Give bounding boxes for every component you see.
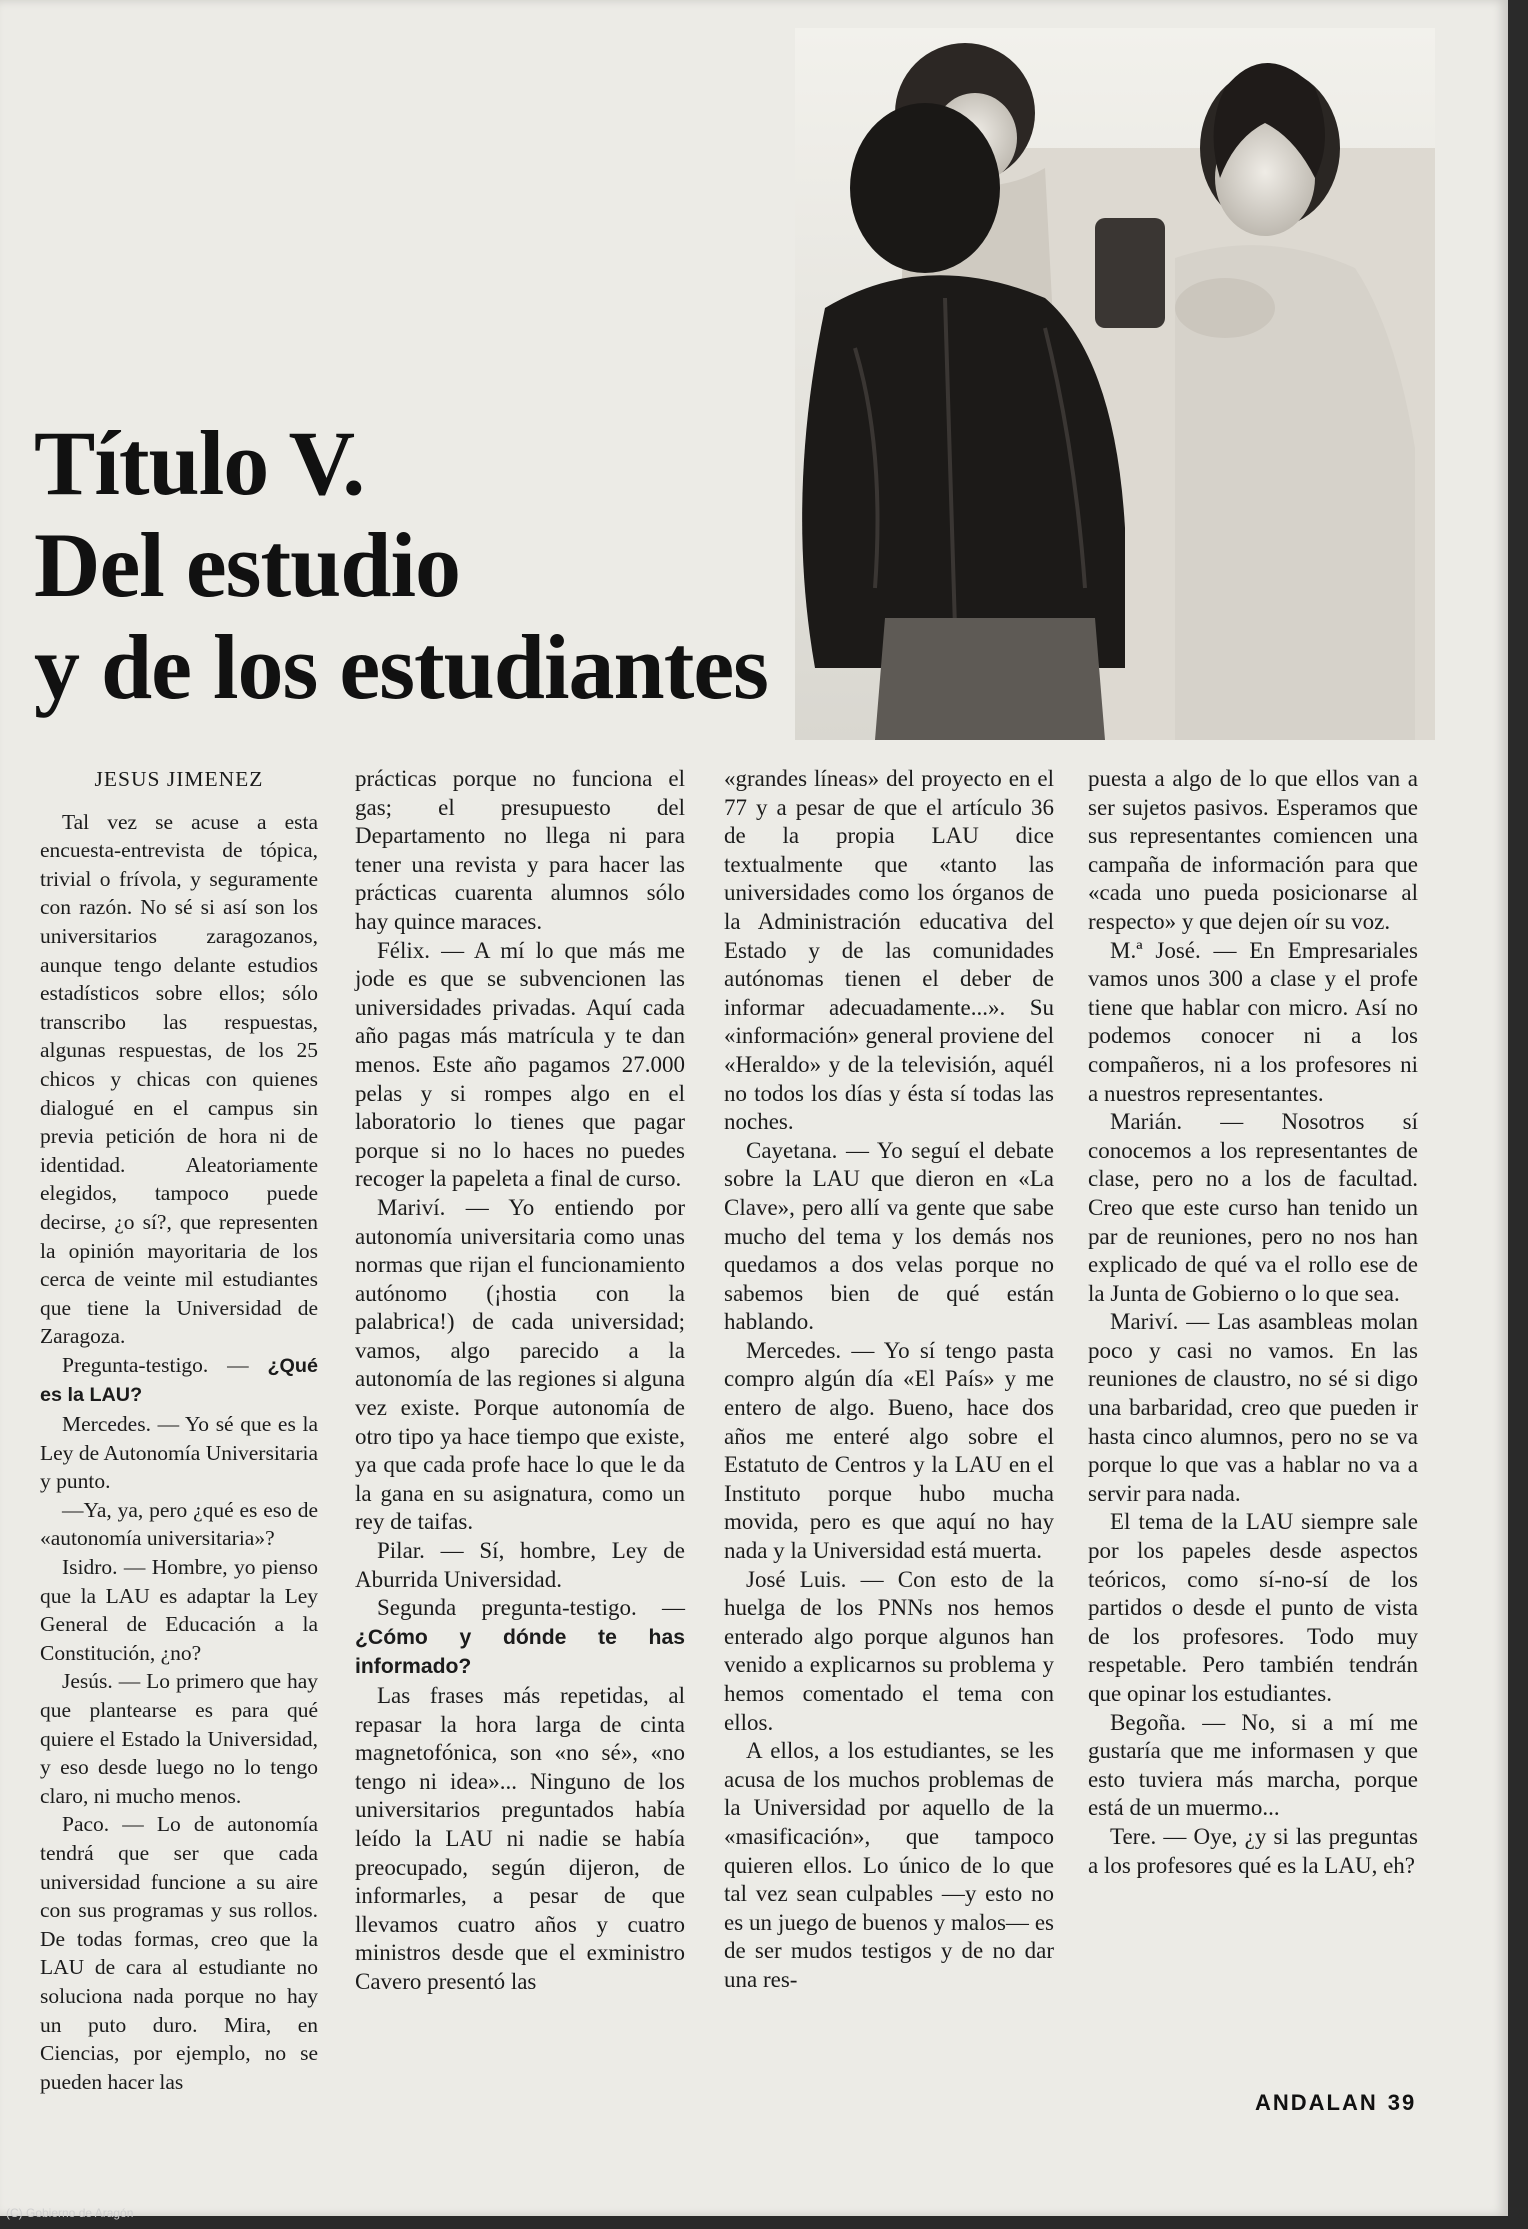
title-line-2: Del estudio bbox=[34, 514, 460, 616]
paragraph: Mercedes. — Yo sí tengo pasta compro algún día «El País» y me entero de algo. Bueno, hace dos años me enteré algo sobre el Estatuto de Centros y la LAU en el Instituto porque hubo mucha movida, pero es que aquí no hay nada y la Universidad está muerta. bbox=[724, 1337, 1054, 1564]
title-line-1: Título V. bbox=[34, 412, 365, 514]
page-number: 39 bbox=[1387, 2090, 1417, 2115]
byline: JESUS JIMENEZ bbox=[94, 767, 264, 791]
column-1 bbox=[40, 765, 318, 2096]
paragraph: Pilar. — Sí, hombre, Ley de Aburrida Universidad. bbox=[355, 1538, 685, 1592]
question-2: ¿Cómo y dónde te has informado? bbox=[355, 1625, 685, 1679]
paragraph: Mariví. — Yo entiendo por autonomía universitaria como unas normas que rijan el funcionamiento autónomo (¡hostia con la palabrica!) de cada universidad; vamos, algo parecido a la autonomía de las regiones si alguna vez existe. Porque autonomía de otro tipo ya hace tiempo que existe, ya que cada profe hace lo que le da la gana en su asignatura, como un rey de taifas. bbox=[355, 1194, 685, 1535]
paragraph: puesta a algo de lo que ellos van a ser sujetos pasivos. Esperamos que sus representantes comiencen una campaña de información para que «cada uno pueda posicionarse al respecto» y que dejen oír su voz. bbox=[1088, 766, 1418, 934]
paragraph: Marián. — Nosotros sí conocemos a los representantes de clase, pero no a los de facultad. Creo que este curso han tenido un par de reuniones, pero no nos han explicado de qué va el rollo ese de la Junta de Gobierno o lo que sea. bbox=[1088, 1109, 1418, 1306]
paragraph: Mariví. — Las asambleas molan poco y casi no vamos. En las reuniones de claustro, no sé si digo una barbaridad, creo que pueden ir hasta cinco alumnos, pero no se va porque lo que vas a hablar no va a servir para nada. bbox=[1088, 1309, 1418, 1506]
paragraph: José Luis. — Con esto de la huelga de los PNNs nos hemos enterado algo porque algunos han venido a explicarnos su problema y hemos comentado el tema con ellos. bbox=[724, 1566, 1054, 1735]
paragraph: Tere. — Oye, ¿y si las preguntas a los profesores qué es la LAU, eh? bbox=[1088, 1823, 1418, 1878]
copyright-credit: (C) Gobierno de Aragón bbox=[6, 2206, 134, 2220]
paragraph: Las frases más repetidas, al repasar la hora larga de cinta magnetofónica, son «no sé», «no tengo ni idea»... Ninguno de los universitarios preguntados había leído la LAU ni nadie se había preocupado, según dijeron, de informarles, a pesar de que llevamos cuatro años y cuatro ministros desde que el exministro Cavero presentó las bbox=[355, 1683, 685, 1994]
photo-students bbox=[795, 28, 1435, 740]
article-title bbox=[34, 412, 768, 718]
paragraph: Cayetana. — Yo seguí el debate sobre la LAU que dieron en «La Clave», pero allí va gente que sabe mucho del tema y los demás nos quedamos a dos velas porque no sabemos bien de qué están hablando. bbox=[724, 1137, 1054, 1335]
paragraph: prácticas porque no funciona el gas; el presupuesto del Departamento no llega ni para tener una revista y para hacer las prácticas cuarenta alumnos sólo hay quince maraces. bbox=[355, 766, 685, 934]
paragraph: Isidro. — Hombre, yo pienso que la LAU es adaptar la Ley General de Educación a la Constitución, ¿no? bbox=[40, 1555, 318, 1665]
paragraph: Begoña. — No, si a mí me gustaría que me informasen y que esto tuviera más marcha, porque está de un muermo... bbox=[1088, 1709, 1418, 1821]
paragraph: Pregunta-testigo. — ¿Qué es la LAU? bbox=[40, 1352, 318, 1407]
paragraph: El tema de la LAU siempre sale por los papeles desde aspectos teóricos, como sí-no-sí de los partidos o desde el punto de vista de los profesores. Todo muy respetable. Pero también tendrán que opinar los estudiantes. bbox=[1088, 1509, 1418, 1706]
paragraph: Paco. — Lo de autonomía tendrá que ser que cada universidad funcione a su aire con sus programas y sus rollos. De todas formas, creo que la LAU de cara al estudiante no soluciona nada porque no hay un puto duro. Mira, en Ciencias, por ejemplo, no se pueden hacer las bbox=[40, 1812, 318, 2094]
column-2 bbox=[355, 765, 685, 1997]
paragraph: «grandes líneas» del proyecto en el 77 y a pesar de que el artículo 36 de la propia LAU dice textualmente que «tanto las universidades como los órganos de la Administración educativa del Estado y de las comunidades autónomas tienen el deber de informar adecuadamente...». Su «información» general proviene del «Heraldo» y de la televisión, aquél no todos los días y ésta sí todas las noches. bbox=[724, 766, 1054, 1135]
title-line-3: y de los estudiantes bbox=[34, 616, 768, 718]
page-footer bbox=[1255, 2090, 1416, 2116]
paragraph: Segunda pregunta-testigo. — ¿Cómo y dónde te has informado? bbox=[355, 1595, 685, 1679]
paragraph: Jesús. — Lo primero que hay que plantearse es para qué quiere el Estado la Universidad, y eso desde luego no lo tengo claro, ni mucho menos. bbox=[40, 1669, 318, 1808]
paragraph: M.ª José. — En Empresariales vamos unos 300 a clase y el profe tiene que hablar con micro. Así no podemos conocer ni a los compañeros, ni a los profesores ni a nuestros representantes. bbox=[1088, 937, 1418, 1106]
magazine-name: ANDALAN bbox=[1255, 2090, 1378, 2115]
paragraph: Tal vez se acuse a esta encuesta-entrevista de tópica, trivial o frívola, y seguramente con razón. No sé si así son los universitarios zaragozanos, aunque tengo delante estudios estadísticos sobre ellos; sólo transcribo las respuestas, algunas respuestas, de los 25 chicos y chicas con quienes dialogué en el campus sin previa petición de hora ni de identidad. Aleatoriamente elegidos, tampoco puede decirse, ¿o sí?, que representen la opinión mayoritaria de los cerca de veinte mil estudiantes que tiene la Universidad de Zaragoza. bbox=[40, 809, 318, 1349]
column-4 bbox=[1088, 765, 1418, 1880]
question-1: ¿Qué es la LAU? bbox=[40, 1354, 318, 1407]
column-3 bbox=[724, 765, 1054, 1995]
paragraph: Félix. — A mí lo que más me jode es que se subvencionen las universidades privadas. Aquí cada año pagas más matrícula y te dan menos. Este año pagamos 27.000 pelas y si rompes algo en el laboratorio lo tienes que pagar porque si no lo haces no puedes recoger la papeleta a final de curso. bbox=[355, 937, 685, 1192]
paragraph: —Ya, ya, pero ¿qué es eso de «autonomía universitaria»? bbox=[40, 1497, 318, 1551]
paragraph: Mercedes. — Yo sé que es la Ley de Autonomía Universitaria y punto. bbox=[40, 1412, 318, 1494]
paragraph: A ellos, a los estudiantes, se les acusa de los muchos problemas de la Universidad por aquello de la «masificación», que tampoco quieren ellos. Lo único de lo que tal vez sean culpables —y esto no es un juego de buenos y malos— es de ser mudos testigos y de no dar una res- bbox=[724, 1738, 1054, 1992]
